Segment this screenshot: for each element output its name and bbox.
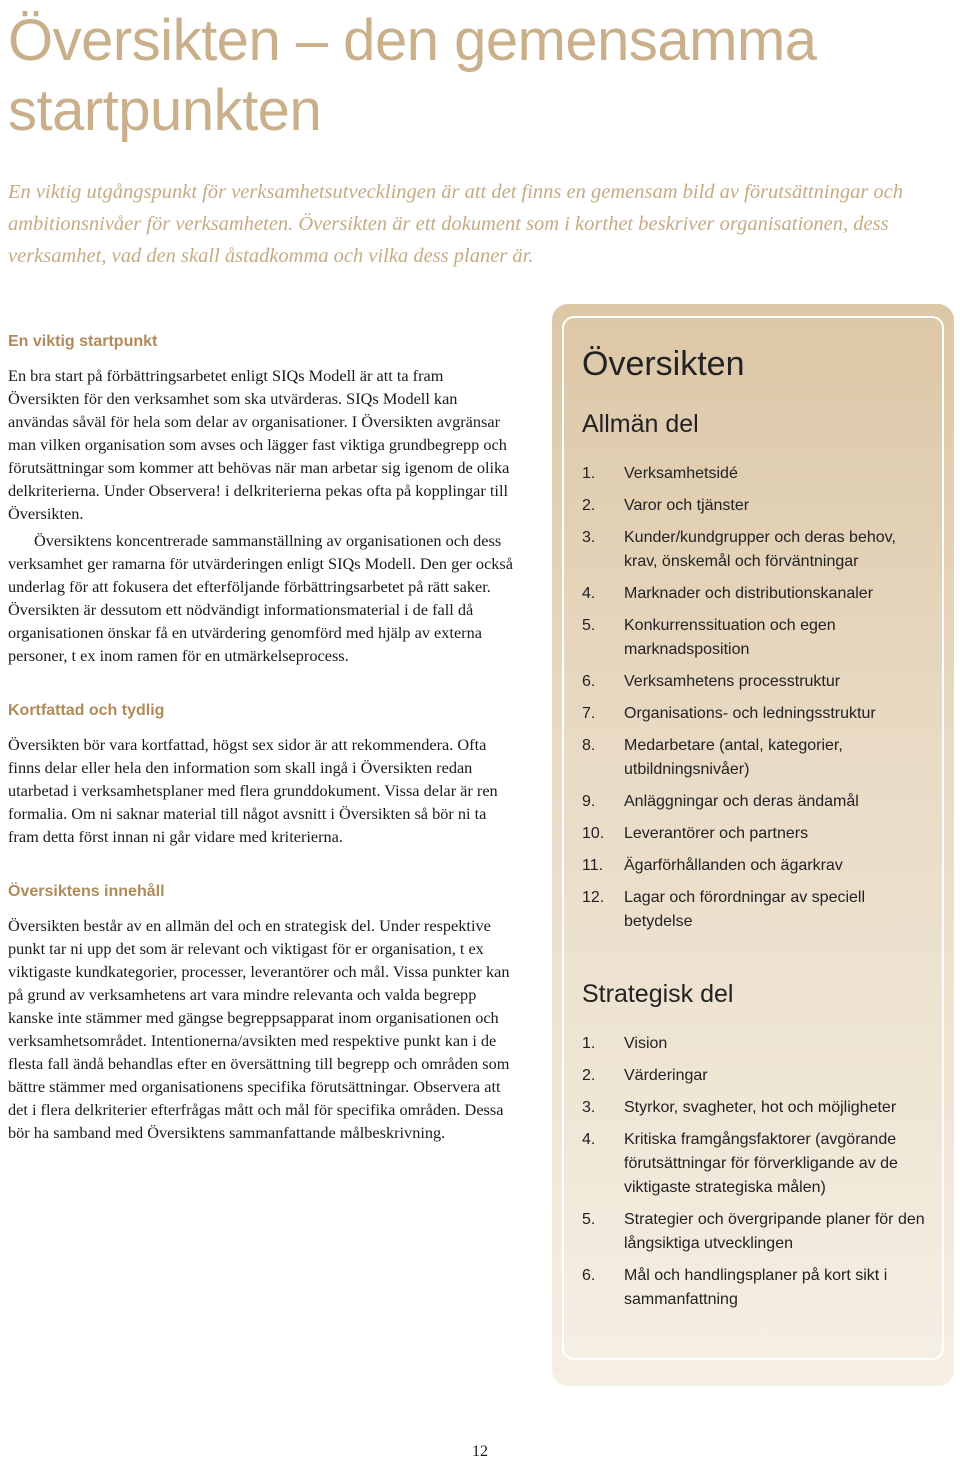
page-title: Översikten – den gemensamma startpunkten [8,8,817,143]
list-item [582,854,932,878]
list-item [582,1208,932,1256]
list-item [582,886,932,934]
list-item-number: 5. [582,617,596,634]
list-item-number: 4. [582,1131,596,1148]
list-item-number: 10. [582,825,605,842]
list-item-number: 8. [582,737,596,754]
list-item-text: Kritiska framgångsfaktorer (avgörande förutsättningar för förverkligande av de viktigaste strategiska målen) [624,1131,898,1196]
list-item-text: Ägarförhållanden och ägarkrav [624,857,843,874]
oversikten-sidebar-box [552,304,954,1386]
section-kortfattad [8,699,514,848]
intro-text: En viktig utgångspunkt för verksamhetsutvecklingen är att det finns en gemensam bild av förutsättningar och ambitionsnivåer för verksamheten. Översikten är ett dokument som i korthet beskriver organisationen, dess verksamhet, vad den skall åstadkomma och vilka dess planer är. [8,181,904,267]
list-item-text: Konkurrenssituation och egen marknadsposition [624,617,836,658]
section-paragraph: Översikten bör vara kortfattad, högst sex sidor är att rekommendera. Ofta finns delar eller hela den information som skall ingå i Översikten redan utarbetad i verksamhetsplaner med flera grunddokument. Vissa delar är ren formalia. Om ni saknar material till något avsnitt i Översikten så bör ni ta fram detta först innan ni går vidare med kriterierna. [8,735,498,846]
list-item [582,1096,932,1120]
list-item-number: 5. [582,1211,596,1228]
list-item [582,702,932,726]
section-paragraph: Översikten består av en allmän del och en strategisk del. Under respektive punkt tar ni upp det som är relevant och viktigast för er organisation, t ex viktigaste kundkategorier, processer, leverantörer och mål. Vissa punkter kan på grund av verksamhetens art vara mindre relevanta och valda begrepp kanske inte stämmer med gängse begreppsapparat inom organisationen och verksamhetsområdet. Intentionerna/avsikten med respektive punkt kan i de flesta fall ändå behandlas efter en översättning till begrepp och områden som bättre stämmer med organisationens specifika förutsättningar. Observera att det i flera delkriterier efterfrågas mått och mål för specifika områden. Dessa bör ha samband med Översiktens sammanfattande målbeskrivning. [8,916,510,1142]
section-startpunkt [8,330,514,667]
list-item-number: 3. [582,1099,596,1116]
list-item [582,526,932,574]
list-item-text: Leverantörer och partners [624,825,809,842]
list-item-text: Verksamhetens processtruktur [624,673,841,690]
page-number: 12 [472,1443,488,1460]
list-item [582,734,932,782]
list-item [582,462,932,486]
general-heading: Allmän del [582,410,699,438]
strategic-heading: Strategisk del [582,980,734,1008]
list-item-text: Vision [624,1035,668,1052]
list-item-number: 3. [582,529,596,546]
section-paragraph: En bra start på förbättringsarbetet enligt SIQs Modell är att ta fram Översikten för den verksamhet som ska utvärderas. SIQs Modell kan användas såväl för hela som delar av organisationer. I Översikten avgränsar man vilken organisation som avses och lägger fast viktiga grundbegrepp och förutsättningar som kommer att behövas när man arbetar sig igenom de olika delkriterierna. Under Observera! i delkriterierna pekas ofta på kopplingar till Översikten. [8,366,510,523]
strategic-list [582,1032,932,1312]
list-item-number: 9. [582,793,596,810]
list-item [582,822,932,846]
list-item-text: Mål och handlingsplaner på kort sikt i sammanfattning [624,1267,888,1308]
main-column [8,330,514,1144]
list-item-text: Anläggningar och deras ändamål [624,793,859,810]
section-heading: Översiktens innehåll [8,883,165,900]
list-item-number: 12. [582,889,605,906]
list-item-text: Lagar och förordningar av speciell betydelse [624,889,866,930]
list-item-number: 7. [582,705,596,722]
list-item [582,1264,932,1312]
list-item-text: Styrkor, svagheter, hot och möjligheter [624,1099,897,1116]
list-item-number: 6. [582,673,596,690]
list-item [582,494,932,518]
list-item-text: Kunder/kundgrupper och deras behov, krav, önskemål och förväntningar [624,529,896,570]
list-item [582,1128,932,1200]
list-item-number: 2. [582,497,596,514]
list-item-text: Organisations- och ledningsstruktur [624,705,876,722]
list-item [582,1032,932,1056]
section-innehall [8,880,514,1144]
section-heading: Kortfattad och tydlig [8,702,165,719]
section-heading: En viktig startpunkt [8,333,158,350]
list-item [582,614,932,662]
list-item-number: 2. [582,1067,596,1084]
list-item-number: 11. [582,857,604,874]
list-item-text: Värderingar [624,1067,708,1084]
list-item-text: Strategier och övergripande planer för den långsiktiga utvecklingen [624,1211,925,1252]
list-item-number: 1. [582,465,596,482]
list-item-number: 1. [582,1035,596,1052]
section-paragraph: Översiktens koncentrerade sammanställning av organisationen och dess verksamhet ger ramarna för utvärderingen enligt SIQs Modell. Den ger också underlag för att fokusera det efterföljande förbättringsarbetet på rätt saker. Översikten är dessutom ett nödvändigt informationsmaterial i de fall då organisationen önskar få en utvärdering genomförd med hjälp av externa personer, t ex inom ramen för en utmärkelseprocess. [8,531,513,665]
list-item [582,582,932,606]
list-item-number: 6. [582,1267,596,1284]
list-item-text: Varor och tjänster [624,497,750,514]
list-item-text: Verksamhetsidé [624,465,738,482]
box-title: Översikten [582,345,745,383]
list-item [582,1064,932,1088]
box-content [582,342,932,1320]
general-list [582,462,932,934]
list-item [582,790,932,814]
list-item-number: 4. [582,585,596,602]
list-item-text: Medarbetare (antal, kategorier, utbildningsnivåer) [624,737,843,778]
list-item [582,670,932,694]
list-item-text: Marknader och distributionskanaler [624,585,874,602]
